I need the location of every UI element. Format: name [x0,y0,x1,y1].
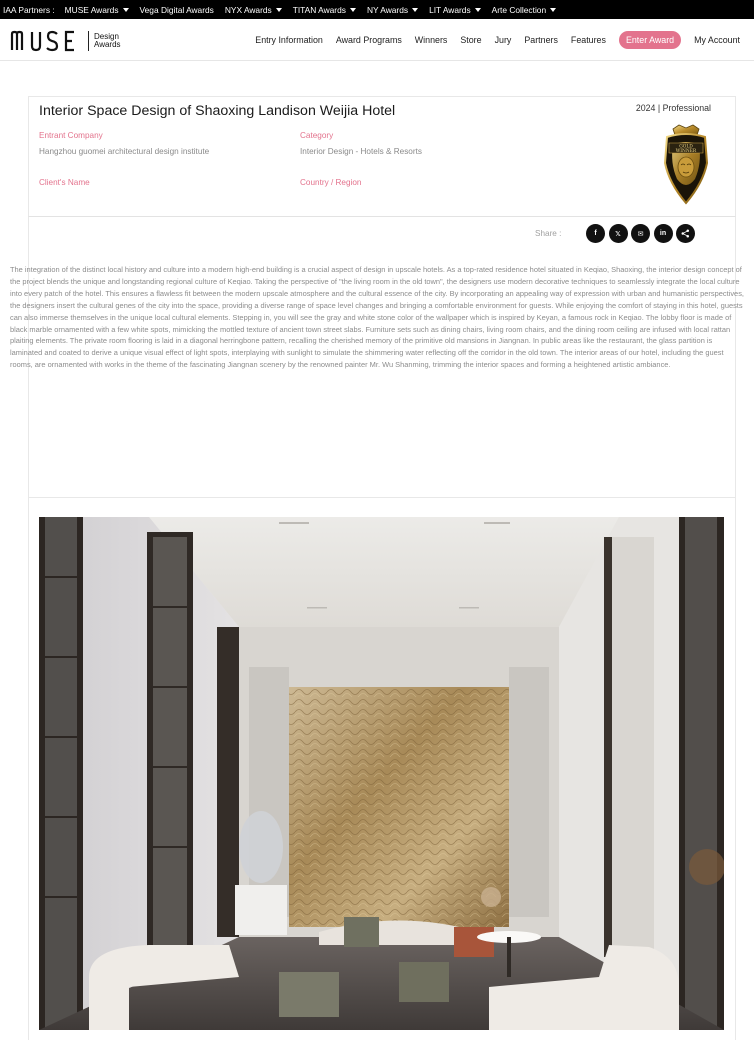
muse-logo[interactable] [10,26,134,56]
partner-item-lit[interactable] [429,5,481,15]
partner-item-ny[interactable] [367,5,418,15]
entry-description: The integration of the distinct local history and culture into a modern high-end building is a crucial aspect of design in upscale hotels. As a top-rated residence hotel situated in Keqiao, Shaoxing, the interior design concept of the project blends the unique and longstanding regional culture of Keqiao. Taking the perspective of "the living room in the old town", the designers use modern decorative techniques to seamlessly integrate the local culture into every patch of the hotel. This ensures a flawless fit between the modern upscale atmosphere and the cultural essence of the city. By incorporating an appealing way of expression with urban and humanistic perspectives, the designers insert the cultural genes of the city into the space, providing a diverse range of space level changes and bringing a comfortable environment for guests. While enjoying the comfort of staying in this hotel, guests can also immerse themselves in the unique local cultural elements. Stepping in, you will see the gray and white stone color of the wallpaper which is inspired by Keyan, a famous rock in Keqiao. The lobby floor is made of black marble ornamented with a few white spots, mimicking the mottled texture of ancient town street slabs. Furniture sets such as dining chairs, living room chairs, and the dining room ceiling are infused with local rattan plaiting elements. The private room flooring is laid in a diagonal herringbone pattern, recalling the cherished memory of the primitive old mansions in Jiangnan. In public areas like the restaurant, the glass partition is laminated and coated to derive a unique visual effect of light spots, interplaying with sunlight to simulate the shimmering water reflecting off the corridor in the old town. The interior areas of our hotel, including the guest rooms, are ornamented with works in the theme of the fascinating Jiangnan scenery by the renowned painter Mr. Wu Shanming, trimming the interior spaces and forming a heightened artistic ambiance. [10,265,744,370]
partner-item-label: Vega Digital Awards [139,4,214,15]
linkedin-share-button[interactable] [654,224,673,243]
nav-jury[interactable]: Jury [494,35,512,45]
category-value: Interior Design - Hotels & Resorts [300,147,422,156]
caret-down-icon [475,8,481,12]
share-icon [681,229,690,238]
partner-item-arte[interactable] [492,5,556,15]
caret-down-icon [123,8,129,12]
partner-item-vega[interactable] [140,5,214,15]
partner-item-nyx[interactable] [225,5,282,15]
logo-subtitle-line1: Design [94,31,119,41]
x-share-button[interactable] [609,224,628,243]
muse-wordmark-icon [10,30,82,52]
caret-down-icon [276,8,282,12]
gold-winner-emblem [659,123,713,205]
partner-item-label: Arte Collection [491,4,547,15]
partner-item-label: LIT Awards [429,4,471,15]
entry-card [28,96,736,216]
partner-item-muse[interactable] [65,5,129,15]
logo-divider [88,31,89,51]
partner-bar [0,0,754,19]
logo-subtitle-line2: Awards [94,40,121,49]
facebook-icon: f [594,230,597,237]
entry-photo-frame [28,498,736,1040]
partner-bar-label: IAA Partners : [3,4,55,15]
nav-features[interactable]: Features [570,35,606,45]
linkedin-icon: in [659,230,667,237]
badge-winner-text: WINNER [675,149,697,154]
partner-item-titan[interactable] [293,5,356,15]
enter-award-button[interactable]: Enter Award [619,31,681,49]
caret-down-icon [350,8,356,12]
badge-gold-text: GOLD [679,144,693,150]
entry-year-type: 2024 | Professional [635,103,711,113]
email-icon: ✉ [637,230,644,238]
hotel-lobby-photo[interactable] [39,517,724,1030]
country-region-label: Country / Region [300,178,362,187]
partner-item-label: NYX Awards [224,4,272,15]
my-account-link[interactable]: My Account [694,35,740,45]
site-header [0,19,754,61]
nav-store[interactable]: Store [460,35,482,45]
nav-winners[interactable]: Winners [414,35,448,45]
gold-winner-badge [659,123,713,205]
partner-item-label: MUSE Awards [64,4,119,15]
hotel-lobby-image [39,517,724,1030]
logo-subtitle [94,33,134,50]
nav-award-programs[interactable]: Award Programs [335,35,402,45]
share-button[interactable] [676,224,695,243]
entrant-company-value: Hangzhou guomei architectural design institute [39,147,210,156]
client-name-label: Client's Name [39,178,90,187]
nav-entry-information[interactable]: Entry Information [255,35,323,45]
caret-down-icon [550,8,556,12]
partner-item-label: NY Awards [366,4,409,15]
share-buttons [586,224,699,243]
nav-partners[interactable]: Partners [524,35,558,45]
facebook-share-button[interactable] [586,224,605,243]
partner-item-label: TITAN Awards [292,4,346,15]
x-icon: 𝕏 [615,230,621,238]
category-label: Category [300,131,334,140]
email-share-button[interactable] [631,224,650,243]
share-label: Share : [535,229,562,238]
main-nav [255,31,740,49]
entry-title: Interior Space Design of Shaoxing Landison Weijia Hotel [39,103,396,119]
entrant-company-label: Entrant Company [39,131,103,140]
caret-down-icon [412,8,418,12]
